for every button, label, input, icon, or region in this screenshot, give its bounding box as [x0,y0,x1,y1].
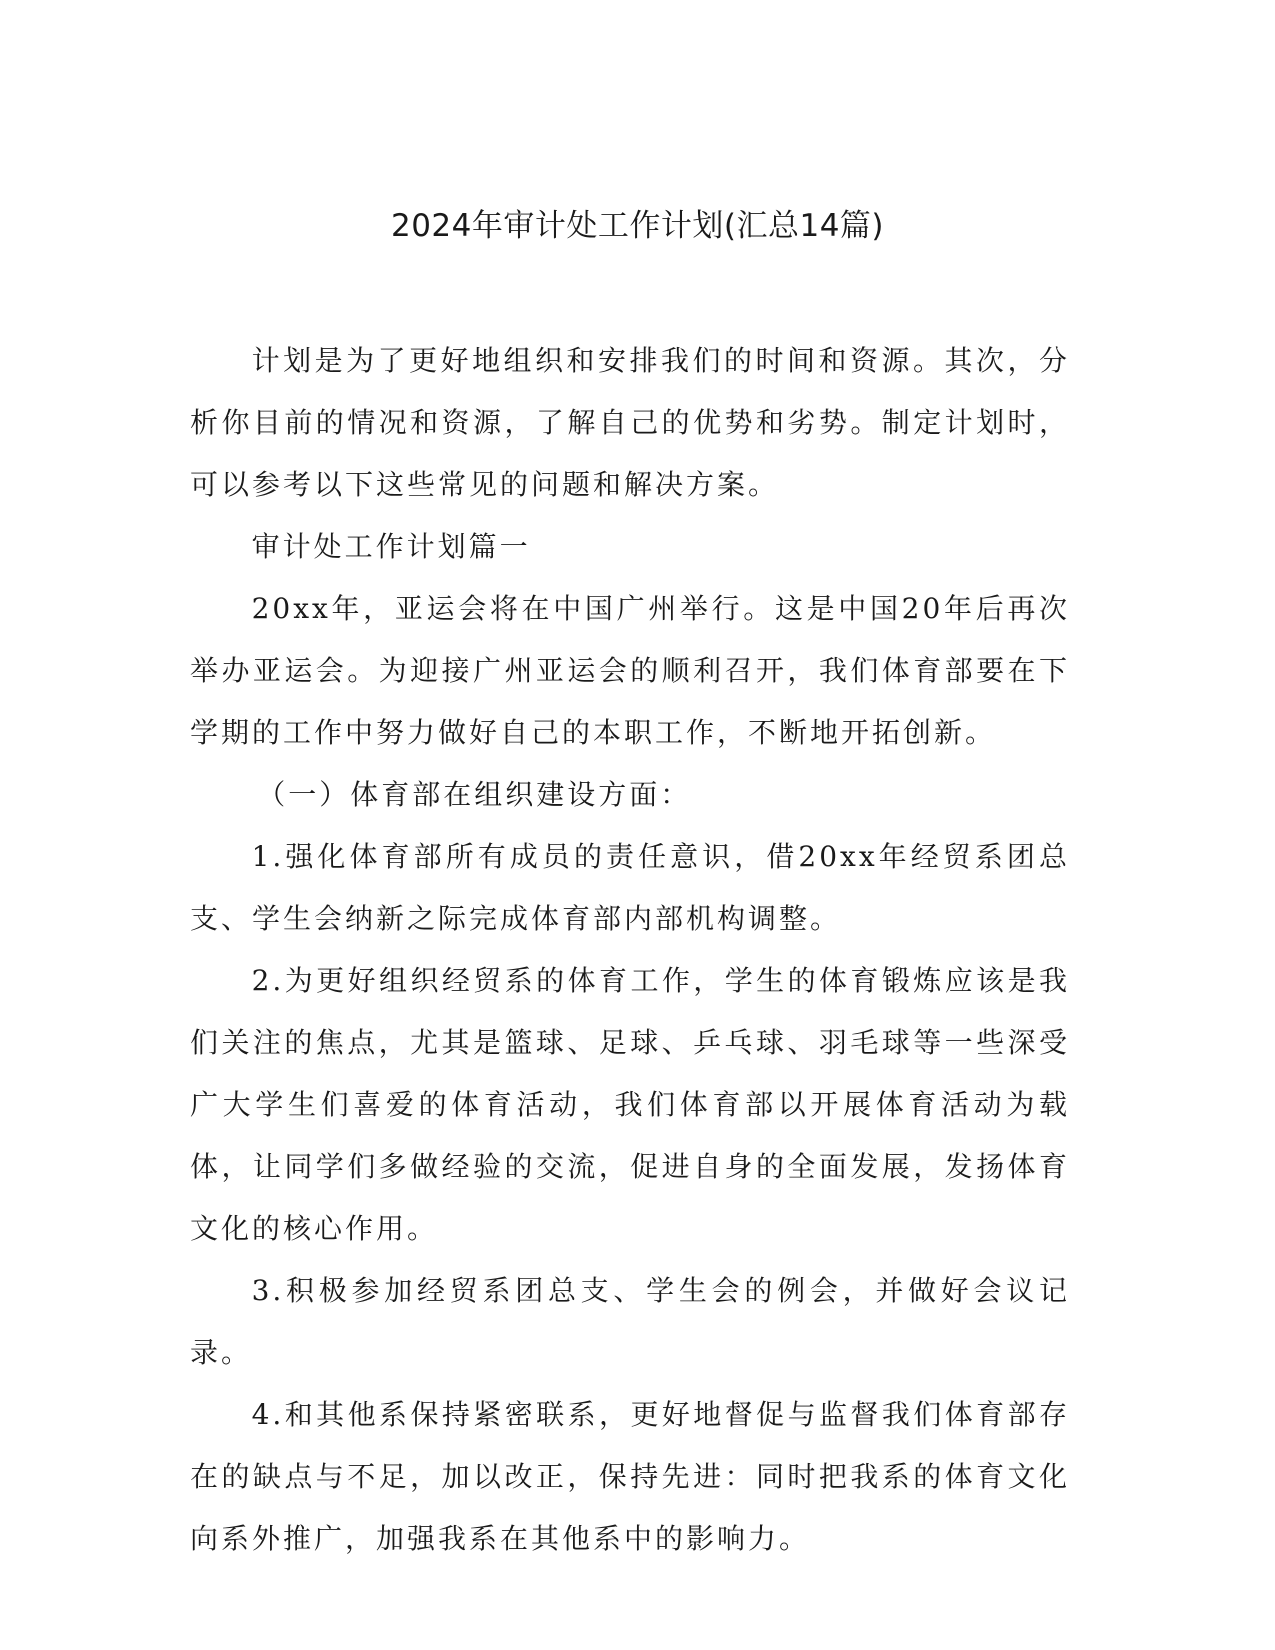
section-heading: 审计处工作计划篇一 [251,530,531,563]
document-title: 2024年审计处工作计划(汇总14篇) [390,208,885,244]
list-item-paragraph: 3.积极参加经贸系团总支、学生会的例会，并做好会议记录。 [190,1274,1070,1369]
intro-paragraph: 计划是为了更好地组织和安排我们的时间和资源。其次，分析你目前的情况和资源，了解自己的优势和劣势。制定计划时，可以参考以下这些常见的问题和解决方案。 [190,344,1070,501]
document-body [190,330,1070,1570]
list-item-paragraph: 4.和其他系保持紧密联系，更好地督促与监督我们体育部存在的缺点与不足，加以改正，保持先进：同时把我系的体育文化向系外推广，加强我系在其他系中的影响力。 [190,1398,1070,1555]
body-paragraph: 20xx年，亚运会将在中国广州举行。这是中国20年后再次举办亚运会。为迎接广州亚运会的顺利召开，我们体育部要在下学期的工作中努力做好自己的本职工作，不断地开拓创新。 [190,592,1070,749]
list-item-paragraph: 2.为更好组织经贸系的体育工作，学生的体育锻炼应该是我们关注的焦点，尤其是篮球、足球、乒乓球、羽毛球等一些深受广大学生们喜爱的体育活动，我们体育部以开展体育活动为载体，让同学们多做经验的交流，促进自身的全面发展，发扬体育文化的核心作用。 [190,964,1070,1245]
list-item-paragraph: 1.强化体育部所有成员的责任意识，借20xx年经贸系团总支、学生会纳新之际完成体育部内部机构调整。 [190,840,1070,935]
subsection-heading: （一）体育部在组织建设方面： [257,778,692,811]
